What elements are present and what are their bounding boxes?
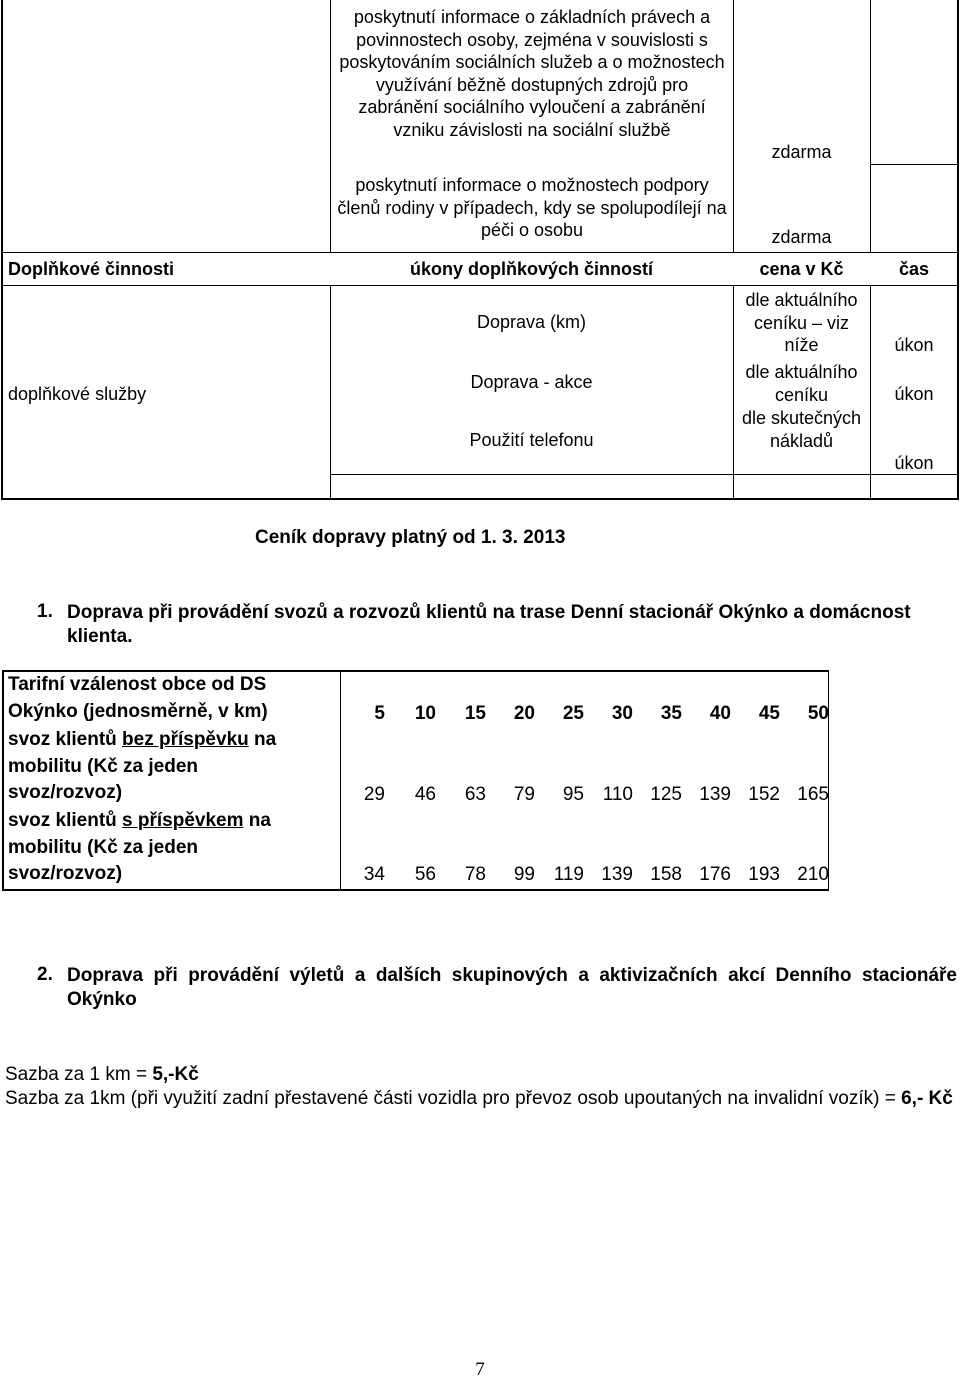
service-item-name: Doprava - akce	[470, 372, 593, 392]
service-description: poskytnutí informace o základních právech a povinnostech osoby, zejména v souvislosti s poskytováním sociálních služeb a o možnostech využívání běžně dostupných zdrojů pro zabránění sociálního vyloučení a zabránění vzniku závislosti na sociální službě	[339, 7, 725, 140]
header-price: cena v Kč	[759, 259, 844, 279]
distance-value: 10	[414, 703, 436, 724]
price-with-allowance: 176	[699, 864, 731, 885]
rate-line: Sazba za 1 km = 5,-Kč	[5, 1064, 199, 1085]
rate-line: Sazba za 1km (při využití zadní přestavené části vozidla pro převoz osob upoutaných na invalidní vozík) = 6,- Kč	[5, 1088, 953, 1109]
section-title: Doprava při provádění svozů a rozvozů klientů na trase Denní stacionář Okýnko a domácnost klienta.	[67, 602, 911, 647]
service-item-price: dle skutečných nákladů	[741, 408, 862, 451]
distance-value: 50	[807, 703, 829, 724]
header-time: čas	[898, 259, 930, 279]
distance-value: 15	[464, 703, 486, 724]
price-without-allowance: 95	[562, 784, 584, 805]
service-description: poskytnutí informace o možnostech podpory členů rodiny v případech, kdy se spolupodílejí na péči o osobu	[337, 175, 727, 240]
distance-value: 30	[611, 703, 633, 724]
section-title: Doprava při provádění výletů a dalších skupinových a aktivizačních akcí Denního stacionáře Okýnko	[67, 965, 957, 1010]
price-without-allowance: 79	[513, 784, 535, 805]
price-with-allowance: 78	[464, 864, 486, 885]
price-without-allowance: 152	[748, 784, 780, 805]
service-item-time: úkon	[894, 453, 934, 473]
distance-value: 5	[374, 703, 385, 724]
price-with-allowance: 99	[513, 864, 535, 885]
section-number: 2.	[37, 964, 53, 985]
page-number: 7	[475, 1359, 485, 1380]
price-without-allowance: 46	[414, 784, 436, 805]
distance-value: 45	[758, 703, 780, 724]
service-item-name: Doprava (km)	[476, 312, 587, 332]
distance-value: 40	[709, 703, 731, 724]
price-without-allowance: 63	[464, 784, 486, 805]
distance-value: 35	[660, 703, 682, 724]
distance-value: 20	[513, 703, 535, 724]
header-tasks: úkony doplňkových činností	[409, 259, 654, 279]
price-with-allowance: 56	[414, 864, 436, 885]
section-number: 1.	[37, 601, 53, 622]
service-price: zdarma	[771, 227, 832, 247]
price-without-allowance: 110	[602, 784, 633, 805]
price-with-allowance: 210	[797, 864, 829, 885]
tariff-without-allowance-label: svoz klientů bez příspěvku na mobilitu (Kč za jeden svoz/rozvoz)	[8, 729, 277, 803]
pricelist-title: Ceník dopravy platný od 1. 3. 2013	[255, 527, 566, 548]
distance-value: 25	[562, 703, 584, 724]
service-item-price: dle aktuálního ceníku	[745, 362, 858, 405]
price-with-allowance: 119	[553, 864, 584, 885]
service-item-price: dle aktuálního ceníku – viz níže	[745, 290, 858, 355]
service-price: zdarma	[771, 142, 832, 162]
price-with-allowance: 158	[650, 864, 682, 885]
price-without-allowance: 139	[699, 784, 731, 805]
tariff-distance-label: Tarifní vzálenost obce od DS Okýnko (jednosměrně, v km)	[8, 674, 268, 722]
price-with-allowance: 193	[748, 864, 780, 885]
price-without-allowance: 125	[650, 784, 682, 805]
header-activities: Doplňkové činnosti	[8, 259, 175, 279]
price-with-allowance: 139	[601, 864, 633, 885]
service-category: doplňkové služby	[8, 384, 147, 404]
service-item-time: úkon	[894, 335, 934, 355]
service-item-time: úkon	[894, 384, 934, 404]
price-with-allowance: 34	[363, 864, 385, 885]
price-without-allowance: 165	[797, 784, 829, 805]
price-without-allowance: 29	[363, 784, 385, 805]
service-item-name: Použití telefonu	[469, 430, 594, 450]
tariff-with-allowance-label: svoz klientů s příspěvkem na mobilitu (Kč za jeden svoz/rozvoz)	[8, 810, 271, 884]
